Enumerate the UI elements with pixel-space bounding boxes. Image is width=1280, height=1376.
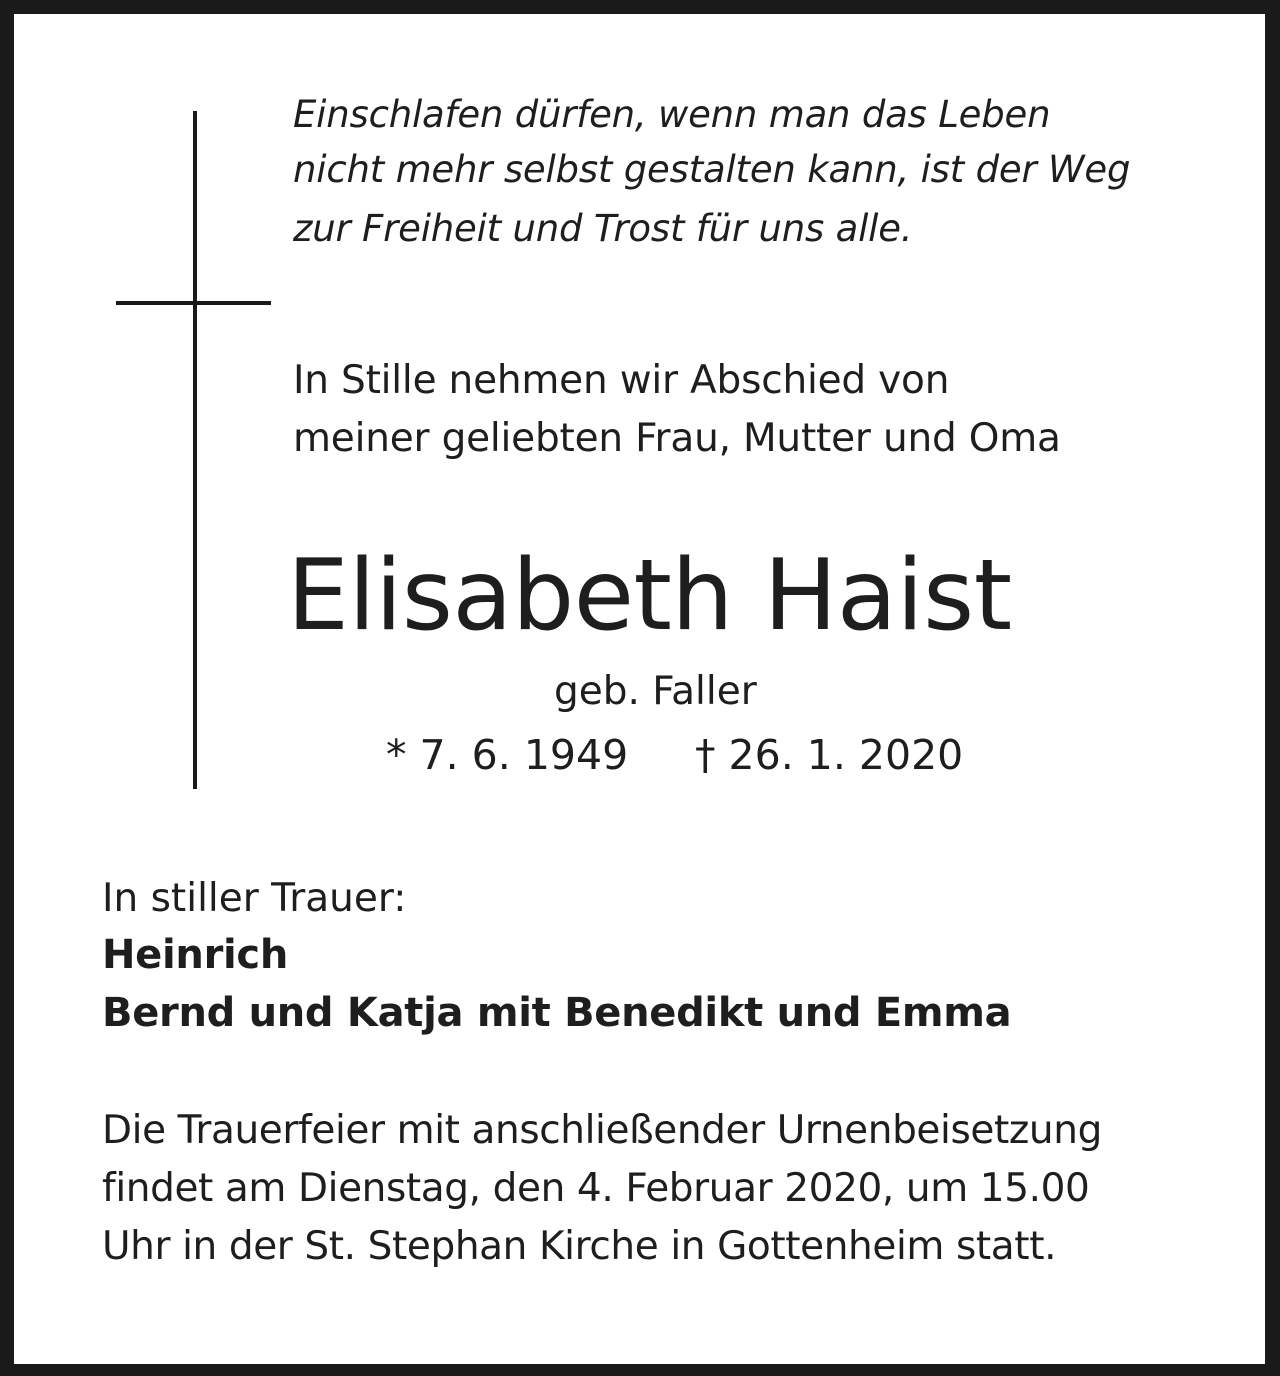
- mourners-label: In stiller Trauer:: [102, 876, 407, 921]
- service-line-2: findet am Dienstag, den 4. Februar 2020, um 15.00: [102, 1166, 1090, 1211]
- quote-line-1: Einschlafen dürfen, wenn man das Leben: [293, 93, 1051, 136]
- cross-vertical-bar: [193, 111, 197, 789]
- service-line-3: Uhr in der St. Stephan Kirche in Gottenheim statt.: [102, 1224, 1057, 1269]
- cross-horizontal-bar: [116, 301, 271, 305]
- quote-line-2: nicht mehr selbst gestalten kann, ist der Weg: [293, 148, 1131, 191]
- quote-line-3: zur Freiheit und Trost für uns alle.: [293, 207, 913, 250]
- deceased-name: Elisabeth Haist: [287, 539, 1012, 653]
- intro-line-2: meiner geliebten Frau, Mutter und Oma: [293, 416, 1061, 461]
- mourner-name-1: Heinrich: [102, 932, 289, 978]
- birth-date: * 7. 6. 1949: [386, 731, 629, 779]
- intro-line-1: In Stille nehmen wir Abschied von: [293, 358, 950, 403]
- mourner-name-2: Bernd und Katja mit Benedikt und Emma: [102, 990, 1012, 1036]
- service-line-1: Die Trauerfeier mit anschließender Urnenbeisetzung: [102, 1108, 1102, 1153]
- maiden-name: geb. Faller: [554, 669, 757, 714]
- death-date: † 26. 1. 2020: [695, 731, 964, 779]
